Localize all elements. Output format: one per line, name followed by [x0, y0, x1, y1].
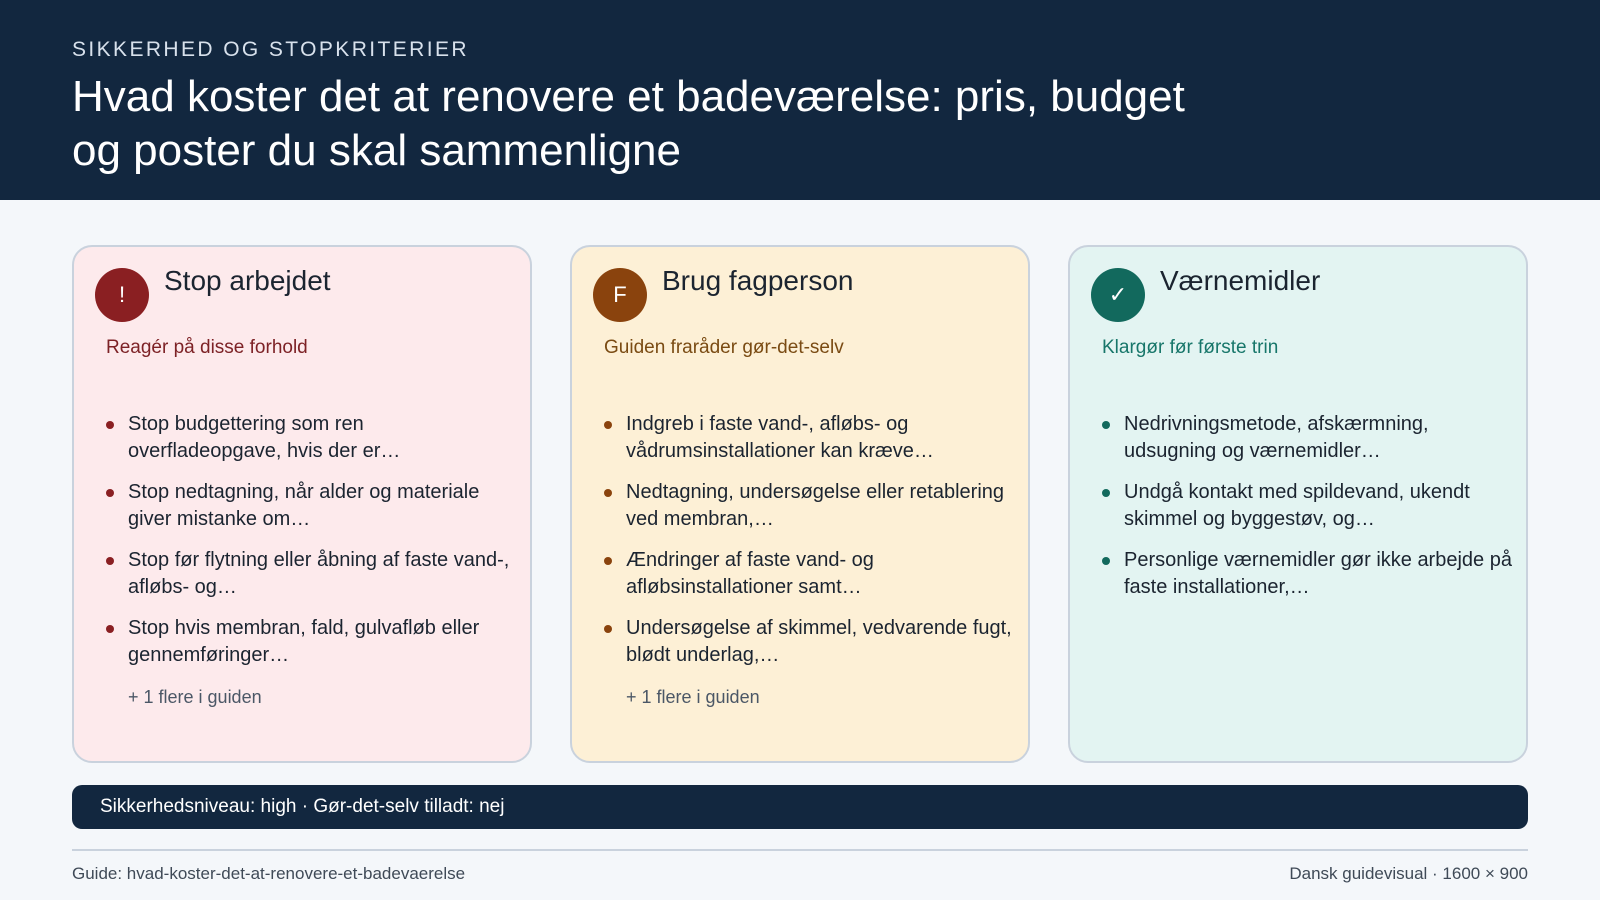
list-item	[106, 479, 516, 533]
card-item-list	[106, 411, 516, 683]
list-item	[604, 411, 1014, 465]
eyebrow-label: SIKKERHED OG STOPKRITERIER	[72, 38, 469, 61]
bullet-dot-icon	[604, 489, 612, 497]
list-item-text: Stop budgettering som ren overfladeopgave, hvis der er…	[128, 413, 401, 462]
card-title: Brug fagperson	[662, 265, 854, 296]
list-item	[106, 411, 516, 465]
letter-f-icon: F	[593, 268, 647, 322]
list-item-text: Stop nedtagning, når alder og materiale giver mistanke om…	[128, 481, 480, 530]
footer-divider	[72, 849, 1528, 851]
card-stop-work	[72, 245, 532, 763]
list-item	[604, 547, 1014, 601]
list-item	[1102, 547, 1512, 601]
more-in-guide-note: + 1 flere i guiden	[128, 687, 262, 707]
list-item	[1102, 479, 1512, 533]
card-item-list	[1102, 411, 1512, 615]
list-item-text: Ændringer af faste vand- og afløbsinstallationer samt…	[626, 549, 874, 598]
more-in-guide-note: + 1 flere i guiden	[626, 687, 760, 707]
list-item	[1102, 411, 1512, 465]
card-title: Værnemidler	[1160, 265, 1321, 296]
list-item	[106, 615, 516, 669]
bullet-dot-icon	[604, 557, 612, 565]
exclamation-icon: !	[95, 268, 149, 322]
list-item-text: Undgå kontakt med spildevand, ukendt skimmel og byggestøv, og…	[1124, 481, 1470, 530]
bullet-dot-icon	[106, 557, 114, 565]
safety-status-bar: Sikkerhedsniveau: high · Gør-det-selv tilladt: nej	[72, 785, 1528, 829]
page-title: Hvad koster det at renovere et badeværelse: pris, budget og poster du skal sammenligne	[72, 72, 1185, 175]
list-item	[604, 615, 1014, 669]
footer-guide-slug: Guide: hvad-koster-det-at-renovere-et-badevaerelse	[72, 864, 466, 883]
list-item-text: Indgreb i faste vand-, afløbs- og vådrumsinstallationer kan kræve…	[626, 413, 934, 462]
card-subtitle: Guiden fraråder gør-det-selv	[604, 337, 844, 358]
list-item-text: Nedrivningsmetode, afskærmning, udsugning og værnemidler…	[1124, 413, 1429, 462]
checkmark-icon: ✓	[1091, 268, 1145, 322]
bullet-dot-icon	[106, 489, 114, 497]
card-use-professional	[570, 245, 1030, 763]
bullet-dot-icon	[604, 625, 612, 633]
bullet-dot-icon	[1102, 421, 1110, 429]
list-item	[106, 547, 516, 601]
card-subtitle: Klargør før første trin	[1102, 337, 1279, 358]
bullet-dot-icon	[604, 421, 612, 429]
footer-caption: Dansk guidevisual · 1600 × 900	[1289, 864, 1528, 883]
list-item-text: Undersøgelse af skimmel, vedvarende fugt, blødt underlag,…	[626, 617, 1012, 666]
card-subtitle: Reagér på disse forhold	[106, 337, 308, 358]
list-item-text: Stop før flytning eller åbning af faste vand-, afløbs- og…	[128, 549, 510, 598]
bullet-dot-icon	[1102, 489, 1110, 497]
list-item-text: Nedtagning, undersøgelse eller retablering ved membran,…	[626, 481, 1005, 530]
list-item	[604, 479, 1014, 533]
bullet-dot-icon	[1102, 557, 1110, 565]
card-item-list	[604, 411, 1014, 683]
card-title: Stop arbejdet	[164, 265, 331, 296]
bullet-dot-icon	[106, 421, 114, 429]
bullet-dot-icon	[106, 625, 114, 633]
list-item-text: Personlige værnemidler gør ikke arbejde på faste installationer,…	[1124, 549, 1512, 598]
card-protective-equipment	[1068, 245, 1528, 763]
list-item-text: Stop hvis membran, fald, gulvafløb eller gennemføringer…	[128, 617, 480, 666]
header	[0, 0, 1600, 200]
